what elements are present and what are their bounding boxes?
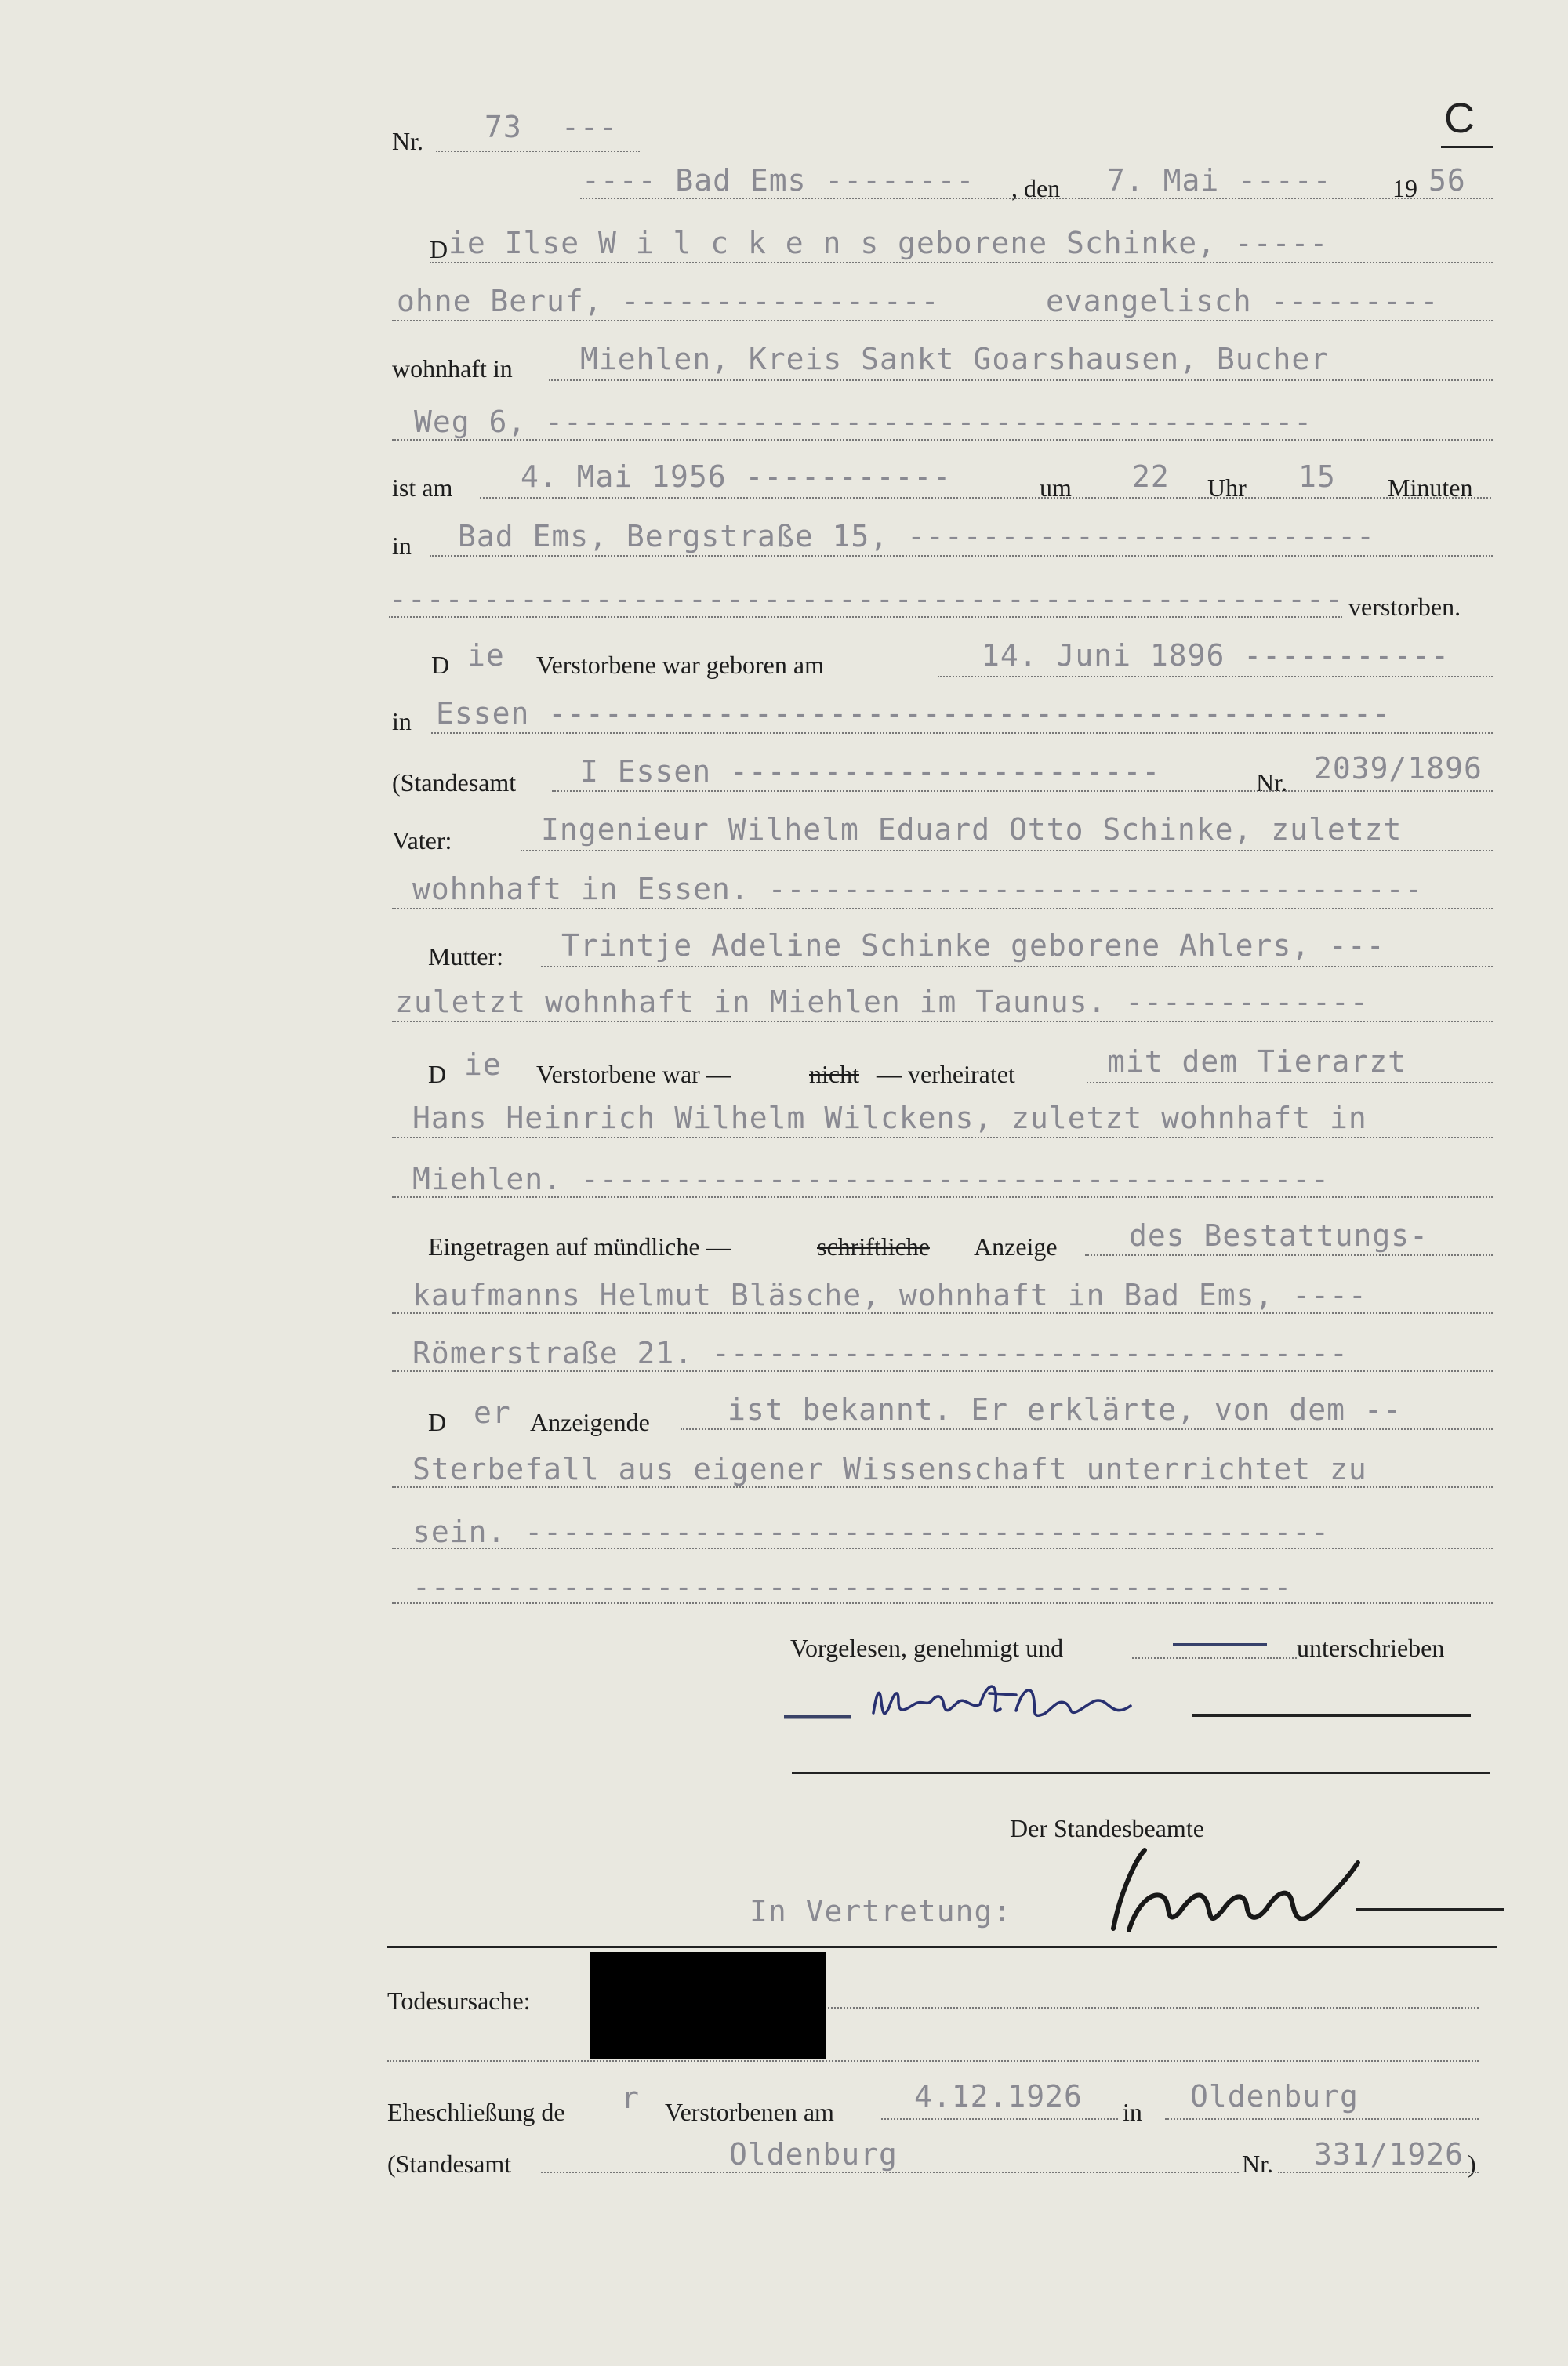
eingetragen-label-b: Anzeige (974, 1232, 1058, 1261)
death-place-dotted-line (430, 555, 1493, 557)
name-dotted-line (430, 262, 1493, 263)
second-signature-line (792, 1772, 1490, 1774)
vorgelesen-label: Vorgelesen, genehmigt und (790, 1634, 1064, 1662)
address-line-2: Weg 6, ----------------------------------------- (414, 405, 1313, 439)
birth-place: Essen --------------------------------------------- (436, 696, 1391, 731)
informant-dotted-line-2 (392, 1486, 1493, 1488)
nr-label: Nr. (392, 127, 423, 155)
death-date-dotted-line (480, 497, 1491, 499)
nr-dashes: --- (561, 110, 618, 144)
standesamt-field: I Essen ----------------------- (580, 754, 1161, 789)
eheschliessung-in-label: in (1123, 2098, 1142, 2126)
vater-line-2: wohnhaft in Essen. ----------------------------------- (412, 872, 1424, 906)
footer-nr-dotted-line (1278, 2172, 1479, 2173)
address-dotted-line-2 (392, 439, 1493, 441)
report-dotted-line-1 (1085, 1254, 1493, 1256)
vorgelesen-dotted-line (1132, 1657, 1297, 1659)
footer-standesamt-dotted-line (541, 2172, 1239, 2173)
marriage-prefix: D (428, 1060, 447, 1088)
birth-prefix-fill: ie (467, 638, 505, 673)
eheschliessung-label: Eheschließung de (387, 2098, 565, 2126)
mutter-dotted-line-1 (541, 966, 1493, 967)
eheschliessung-r: r (621, 2081, 640, 2115)
mutter-label: Mutter: (428, 942, 503, 971)
mutter-dotted-line-2 (392, 1021, 1493, 1022)
address-dotted-line-1 (549, 379, 1493, 381)
mutter-line-1: Trintje Adeline Schinke geborene Ahlers, --- (561, 928, 1385, 963)
year-suffix: 56 (1428, 163, 1466, 198)
report-fill-2: kaufmanns Helmut Bläsche, wohnhaft in Bad Ems, ---- (412, 1278, 1367, 1312)
footer-closing-paren: ) (1468, 2150, 1476, 2178)
report-dotted-line-3 (392, 1370, 1493, 1372)
todesursache-dotted-line-1 (828, 2007, 1479, 2009)
eingetragen-label-a: Eingetragen auf mündliche — (428, 1232, 731, 1261)
redaction-box (590, 1952, 826, 2059)
death-date: 4. Mai 1956 ----------- (521, 459, 952, 494)
mutter-line-2: zuletzt wohnhaft in Miehlen im Taunus. ------------- (395, 985, 1369, 1019)
series-underline (1441, 146, 1493, 148)
death-place-cont-dotted-line (389, 616, 1342, 618)
report-dotted-line-2 (392, 1312, 1493, 1314)
place-field: ---- Bad Ems -------- (582, 163, 975, 198)
standesamt-label: (Standesamt (392, 768, 517, 797)
eheschliessung-label-b: Verstorbenen am (665, 2098, 834, 2126)
ehe-place-dotted-line (1165, 2118, 1479, 2120)
unterschrieben-label: unterschrieben (1297, 1634, 1445, 1662)
footer-standesamt-label: (Standesamt (387, 2150, 512, 2178)
birth-place-dotted-line (431, 732, 1493, 734)
vertretung-label: In Vertretung: (750, 1894, 1012, 1929)
registrar-signature (1098, 1842, 1505, 1944)
verheiratet-label-a: Verstorbene war — (536, 1060, 731, 1088)
informant-prefix-fill: er (474, 1395, 511, 1430)
informant-fill-1: ist bekannt. Er erklärte, von dem -- (728, 1392, 1402, 1427)
standesbeamte-label: Der Standesbeamte (1010, 1814, 1204, 1842)
occupation-field: ohne Beruf, ----------------- (397, 284, 940, 318)
vater-line-1: Ingenieur Wilhelm Eduard Otto Schinke, zuletzt (541, 812, 1403, 847)
marriage-dotted-line-3 (392, 1196, 1493, 1198)
series-letter: C (1444, 95, 1475, 142)
footer-nr: 331/1926 (1314, 2137, 1465, 2172)
marriage-fill-2: Hans Heinrich Wilhelm Wilckens, zuletzt wohnhaft in (412, 1101, 1367, 1135)
birth-in-label: in (392, 707, 412, 735)
informant-dotted-line-3 (392, 1548, 1493, 1549)
um-label: um (1040, 474, 1072, 502)
birth-nr: 2039/1896 (1314, 751, 1483, 786)
date-field: 7. Mai ----- (1107, 163, 1332, 198)
death-in-label: in (392, 532, 412, 560)
verstorben-label: verstorben. (1348, 593, 1461, 621)
vater-dotted-line-2 (392, 908, 1493, 909)
informant-dotted-line-4 (392, 1602, 1493, 1604)
standesamt-dotted-line (552, 790, 1493, 792)
death-place-cont: --------------------------------------------------- (389, 582, 1344, 616)
minuten-label: Minuten (1388, 474, 1473, 502)
vater-label: Vater: (392, 826, 452, 855)
name-field: ie Ilse W i l c k e n s geborene Schinke, ----- (448, 226, 1329, 260)
name-prefix: D (430, 235, 448, 263)
marriage-prefix-fill: ie (464, 1047, 502, 1082)
eheschliessung-place: Oldenburg (1190, 2079, 1359, 2114)
informant-fill-4: ----------------------------------------------- (412, 1569, 1293, 1604)
footer-nr-label: Nr. (1242, 2150, 1273, 2178)
geboren-label: Verstorbene war geboren am (536, 651, 824, 679)
nr-value: 73 (485, 110, 522, 144)
informant-prefix: D (428, 1408, 447, 1436)
informant-fill-2: Sterbefall aus eigener Wissenschaft unterrichtet zu (412, 1452, 1367, 1486)
nicht-struck: nicht (809, 1060, 859, 1088)
ist-am-label: ist am (392, 474, 453, 502)
vater-dotted-line-1 (521, 850, 1493, 851)
address-line-1: Miehlen, Kreis Sankt Goarshausen, Bucher (580, 342, 1330, 376)
marriage-fill-1: mit dem Tierarzt (1107, 1044, 1407, 1079)
footer-standesamt: Oldenburg (729, 2137, 898, 2172)
birth-date-dotted-line (938, 676, 1493, 677)
report-fill-1: des Bestattungs- (1129, 1218, 1429, 1253)
wohnhaft-label: wohnhaft in (392, 354, 513, 383)
todesursache-dotted-line-2 (387, 2060, 1479, 2062)
religion-field: evangelisch --------- (1046, 284, 1439, 318)
birth-prefix: D (431, 651, 450, 679)
todesursache-label: Todesursache: (387, 1987, 531, 2015)
informant-signature (781, 1670, 1471, 1740)
footer-divider (387, 1946, 1497, 1948)
death-place: Bad Ems, Bergstraße 15, ------------------------- (458, 519, 1376, 553)
informant-fill-3: sein. ------------------------------------------- (412, 1515, 1330, 1549)
death-hour: 22 (1132, 459, 1170, 494)
nr-dotted-line (436, 151, 640, 152)
ehe-date-dotted-line (881, 2118, 1118, 2120)
den-label: , den (1011, 174, 1061, 202)
marriage-dotted-line-2 (392, 1137, 1493, 1138)
year-prefix: 19 (1392, 174, 1417, 202)
marriage-fill-3: Miehlen. ---------------------------------------- (412, 1162, 1330, 1196)
occupation-dotted-line (392, 320, 1493, 321)
informant-dotted-line-1 (681, 1428, 1493, 1430)
verheiratet-label-b: — verheiratet (877, 1060, 1015, 1088)
birth-nr-label: Nr. (1256, 768, 1287, 797)
birth-date: 14. Juni 1896 ----------- (982, 638, 1450, 673)
vorgelesen-dash (1173, 1643, 1267, 1646)
anzeigende-label: Anzeigende (530, 1408, 650, 1436)
uhr-label: Uhr (1207, 474, 1247, 502)
eheschliessung-date: 4.12.1926 (914, 2079, 1083, 2114)
marriage-dotted-line-1 (1087, 1082, 1493, 1083)
place-dotted-line (580, 198, 1493, 199)
report-fill-3: Römerstraße 21. ---------------------------------- (412, 1336, 1348, 1370)
schriftliche-struck: schriftliche (817, 1232, 930, 1261)
death-minutes: 15 (1298, 459, 1336, 494)
